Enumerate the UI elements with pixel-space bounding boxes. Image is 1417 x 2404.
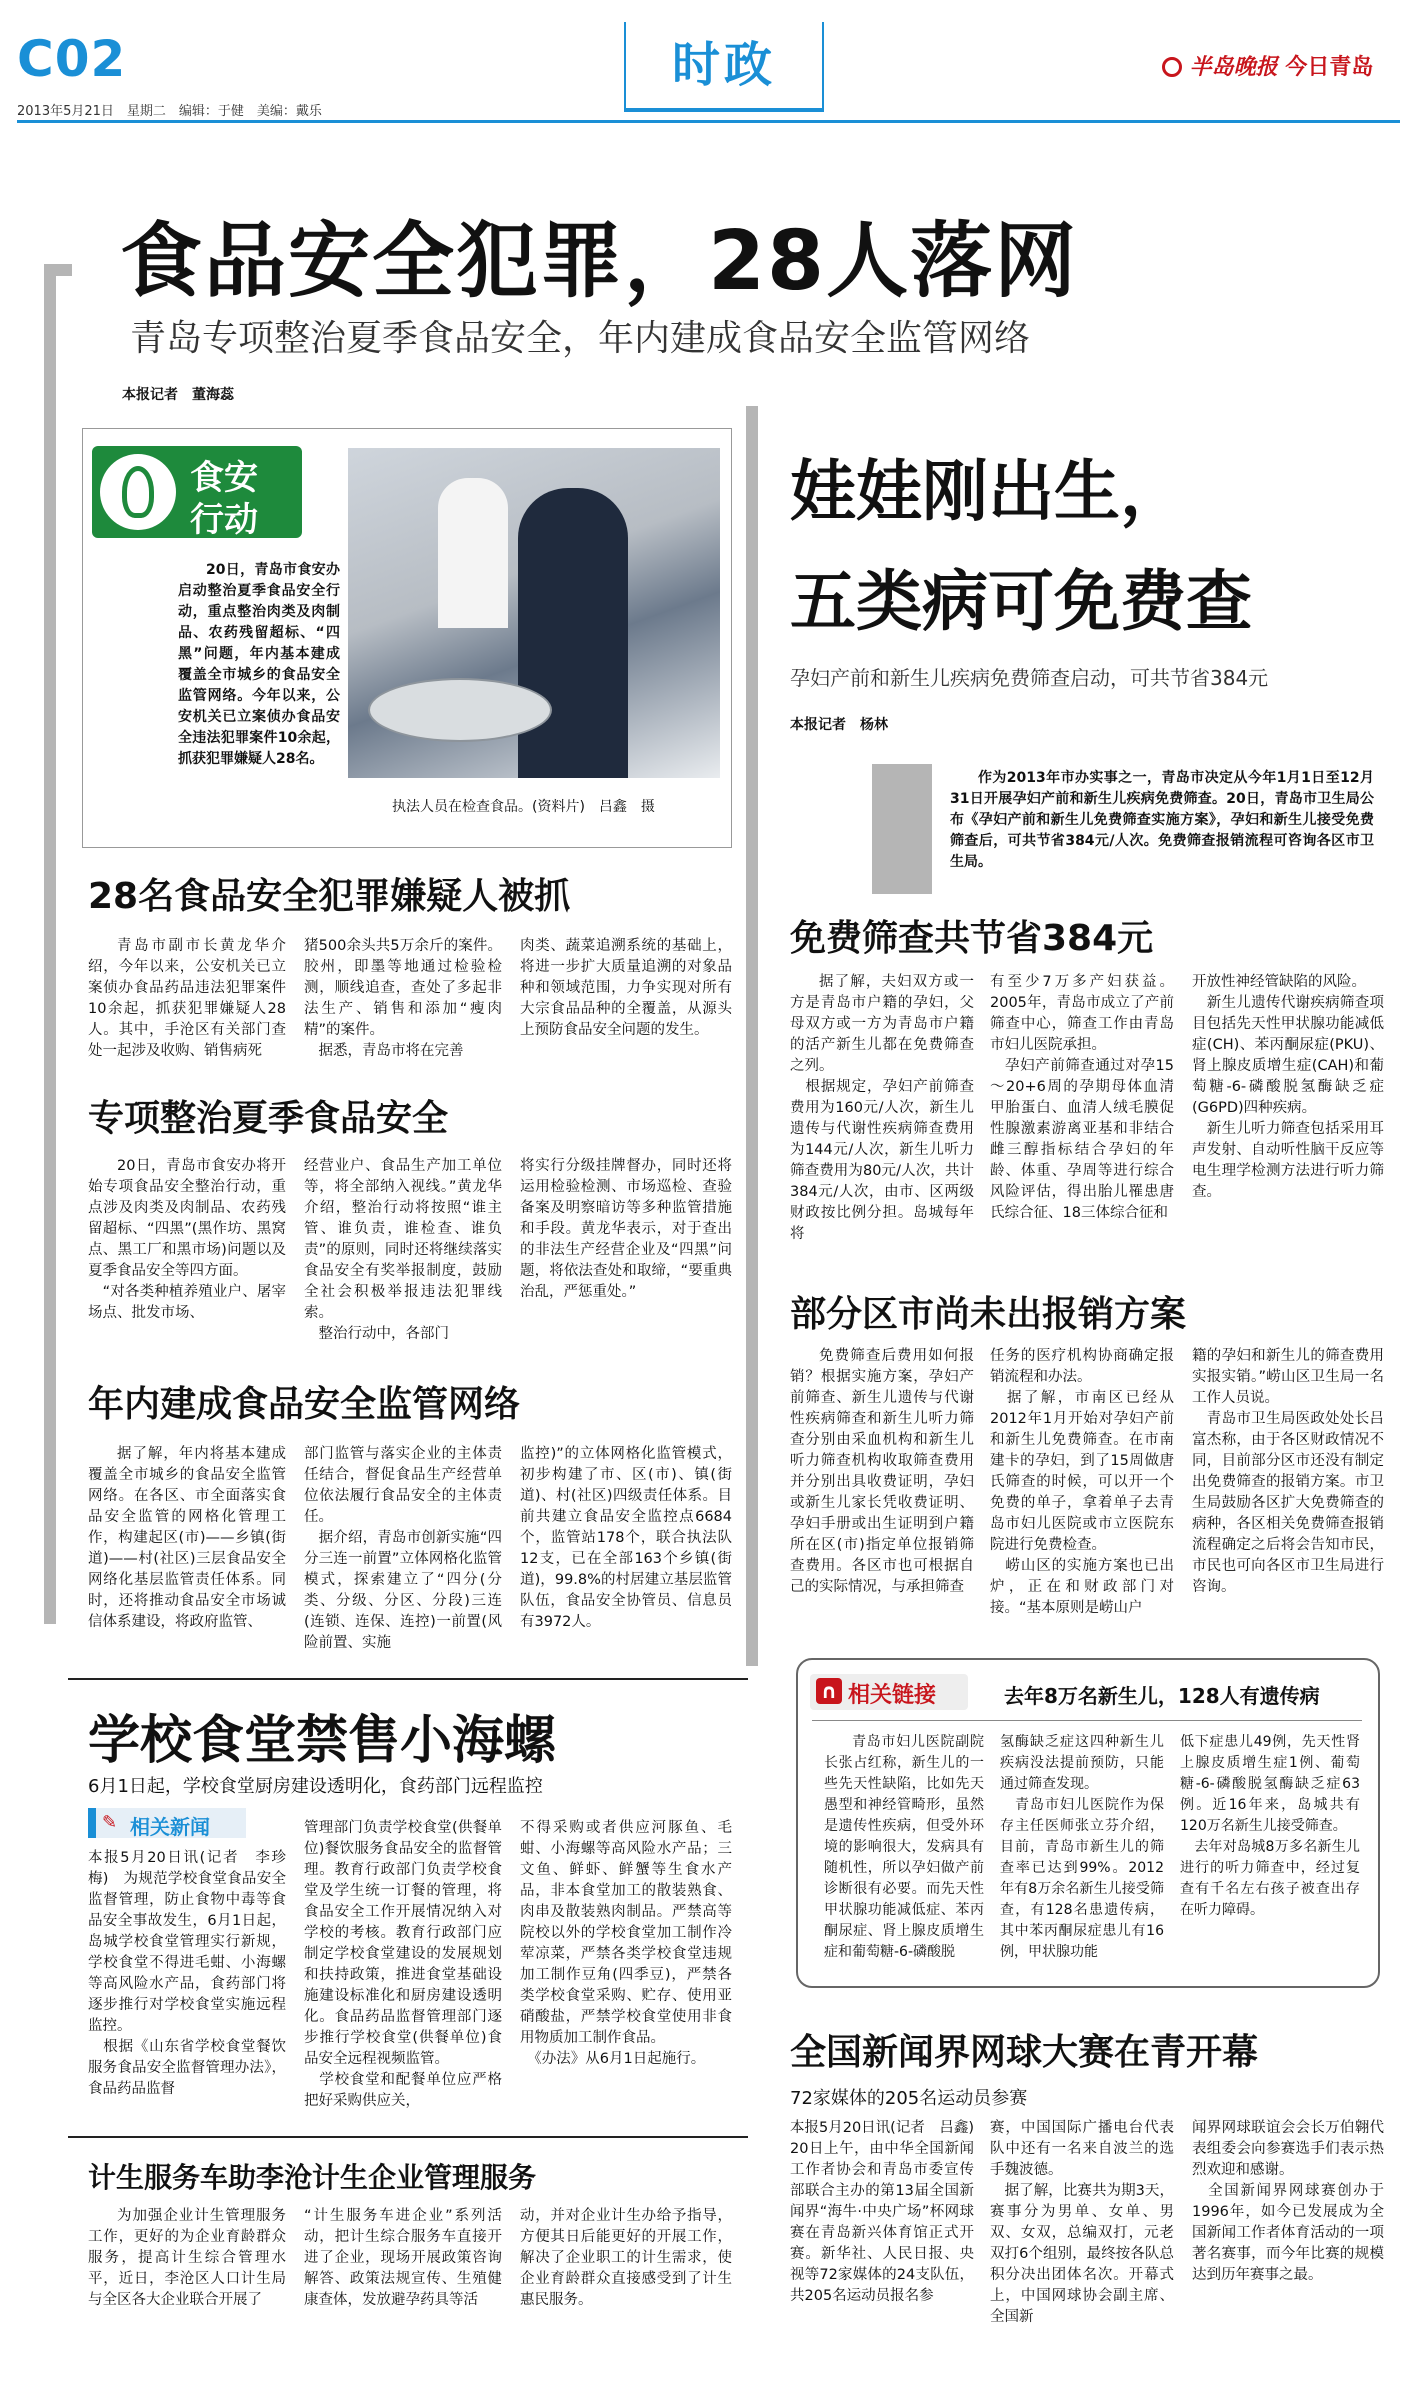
sec3-col3: 监控)”的立体网格化监管模式，初步构建了市、区(市)、镇(街道)、村(社区)四级责任体系。目前共建立食品安全监控点6684个，监管站178个，联合执法队12支，已在全部163个乡镇(街道)，99.8%的村居建立基层监管队伍，食品安全协管员、信息员有3972人。 xyxy=(520,1446,732,1630)
tennis-subtitle: 72家媒体的205名运动员参赛 xyxy=(790,2088,1028,2109)
page-code: C02 xyxy=(17,30,127,88)
baby-sec1-col1: 据了解，夫妇双方或一方是青岛市户籍的孕妇，父母双方或一方为青岛市户籍的活产新生儿都在免费筛查之列。 根据规定，孕妇产前筛查费用为160元/人次，新生儿遗传与代谢性疾病筛查费用为144元/人次，新生儿听力筛查费用为80元/人次，共计384元/人次，由市、区两级财政按比例分担。岛城每年将 xyxy=(790,974,974,1242)
baby-sec1-col2: 有至少7万多产妇获益。2005年，青岛市成立了产前筛查中心，筛查工作由青岛市妇儿医院承担。 孕妇产前筛查通过对孕15～20+6周的孕期母体血清甲胎蛋白、血清人绒毛膜促性腺激素游离亚基和非结合雌三醇指标结合孕妇的年龄、体重、孕周等进行综合风险评估，得出胎儿罹患唐氏综合征、18三体综合征和 xyxy=(990,974,1174,1221)
related-link-tag xyxy=(810,1674,968,1710)
main-headline: 食品安全犯罪，28人落网 xyxy=(120,214,1079,309)
school-col2: 管理部门负责学校食堂(供餐单位)餐饮服务食品安全的监督管理。教育行政部门负责学校食堂及学生统一订餐的管理，将食品安全工作开展情况纳入对学校的考核。教育行政部门应制定学校食堂建设的发展规划和扶持政策，推进食堂基础设施建设标准化和厨房建设透明化。食品药品监督管理部门逐步推行学校食堂(供餐单位)食品安全远程视频监管。 学校食堂和配餐单位应严格把好采购供应关， xyxy=(304,1820,502,2109)
related-link-label: 相关链接 xyxy=(848,1683,937,1708)
header-rule xyxy=(17,120,1400,123)
tennis-col1: 本报5月20日讯(记者 吕鑫) 20日上午，由中华全国新闻工作者协会和青岛市委宣传部联合主办的第13届全国新闻界“海牛·中央广场”杯网球赛在青岛新兴体育馆正式开赛。新华社、人民日报、央视等72家媒体的24支队伍，共205名运动员报名参 xyxy=(790,2120,989,2304)
sec3-col2: 部门监管与落实企业的主体责任结合，督促食品生产经营单位依法履行食品安全的主体责任。 据介绍，青岛市创新实施“四分三连一前置”立体网格化监管模式，探索建立了“四分(分类、分级、分区、分段)三连(连锁、连保、连控)一前置(风险前置、实施 xyxy=(304,1446,502,1651)
sec2-title: 专项整治夏季食品安全 xyxy=(88,1098,449,1139)
jisheng-top-rule xyxy=(68,2136,748,2138)
baby-title-1: 娃娃刚出生， xyxy=(790,453,1186,530)
related-news-label: 相关新闻 xyxy=(130,1815,210,1839)
steel-bowl xyxy=(368,678,552,742)
baby-sec1-title: 免费筛查共节省384元 xyxy=(790,918,1154,959)
food-photo xyxy=(348,448,720,778)
related-rule xyxy=(812,1720,1362,1721)
baby-byline: 本报记者 杨林 xyxy=(790,717,888,733)
baby-lead: 作为2013年市办实事之一，青岛市决定从今年1月1日至12月31日开展孕妇产前和新生儿疾病免费筛查。20日，青岛市卫生局公布《孕妇产前和新生儿免费筛查实施方案》，孕妇和新生儿接受免费筛查后，可共节省384元/人次。免费筛查报销流程可咨询各区市卫生局。 xyxy=(950,770,1374,870)
related-col2: 氢酶缺乏症这四种新生儿疾病没法提前预防，只能通过筛查发现。 青岛市妇儿医院作为保存主任医师张立芬介绍，目前，青岛市新生儿的筛查率已达到99%。2012年有8万余名新生儿接受筛查，有128名患遗传病，其中苯丙酮尿症患儿有16例，甲状腺功能 xyxy=(1000,1734,1164,1960)
school-subtitle: 6月1日起，学校食堂厨房建设透明化，食药部门远程监控 xyxy=(88,1776,543,1797)
school-col3: 不得采购或者供应河豚鱼、毛蚶、小海螺等高风险水产品；三文鱼、鲜虾、鲜蟹等生食水产品，非本食堂加工的散装熟食、肉串及散装熟肉制品。严禁高等院校以外的学校食堂加工制作冷荤凉菜，严禁各类学校食堂违规加工制作豆角(四季豆)，严禁各类学校食堂采购、贮存、使用亚硝酸盐，严禁学校食堂使用非食用物质加工制作食品。 《办法》从6月1日起施行。 xyxy=(520,1820,732,2067)
photo-caption: 执法人员在检查食品。(资料片) 吕鑫 摄 xyxy=(392,799,655,815)
brand xyxy=(1162,50,1373,81)
school-top-rule xyxy=(68,1678,748,1680)
baby-sec1-col3: 开放性神经管缺陷的风险。 新生儿遗传代谢疾病筛查项目包括先天性甲状腺功能减低症(CH)、苯丙酮尿症(PKU)、肾上腺皮质增生症(CAH)和葡萄糖-6-磷酸脱氢酶缺乏症(G6PD)四种疾病。 新生儿听力筛查包括采用耳声发射、自动听性脑干反应等电生理学检测方法进行听力筛查。 xyxy=(1192,974,1384,1200)
sec2-col3: 将实行分级挂牌督办，同时还将运用检验检测、市场巡检、查验备案及明察暗访等多种监管措施和手段。黄龙华表示，对于查出的非法生产经营企业及“四黑”问题，将依法查处和取缔，“要重典治乱，严惩重处。” xyxy=(520,1158,732,1300)
sec1-col3: 肉类、蔬菜追溯系统的基础上，将进一步扩大质量追溯的对象品种和领域范围，力争实现对所有大宗食品品种的全覆盖，从源头上预防食品安全问题的发生。 xyxy=(520,938,732,1038)
brand-logo-text: 半岛晚报 xyxy=(1189,54,1278,80)
brand-logo-icon xyxy=(1162,57,1182,77)
school-col1: 本报5月20日讯(记者 李珍梅) 为规范学校食堂食品安全监督管理，防止食物中毒等食品安全事故发生，6月1日起，岛城学校食堂管理实行新规，学校食堂不得进毛蚶、小海螺等高风险水产品，食药部门将逐步推行对学校食堂实施远程监控。 根据《山东省学校食堂餐饮服务食品安全监督管理办法》，食品药品监督 xyxy=(88,1850,286,2097)
sec3-title: 年内建成食品安全监管网络 xyxy=(88,1384,521,1425)
sec1-title: 28名食品安全犯罪嫌疑人被抓 xyxy=(88,876,571,917)
sec2-col1: 20日，青岛市食安办将开始专项食品安全整治行动，重点涉及肉类及肉制品、农药残留超标、“四黑”(黑作坊、黑窝点、黑工厂和黑市场)问题以及夏季食品安全等四方面。 “对各类种植养殖业户、屠宰场点、批发市场、 xyxy=(88,1158,286,1321)
school-title: 学校食堂禁售小海螺 xyxy=(88,1711,557,1771)
baby-sec2-col2: 任务的医疗机构协商确定报销流程和办法。 据了解，市南区已经从2012年1月开始对孕妇产前和新生儿免费筛查。在市南建卡的孕妇，到了15周做唐氏筛查的时候，可以开一个免费的单子，拿着单子去青岛市妇儿医院或市立医院东院进行免费检查。 崂山区的实施方案也已出炉，正在和财政部门对接。“基本原则是崂山户 xyxy=(990,1348,1174,1616)
sec1-col1: 青岛市副市长黄龙华介绍，今年以来，公安机关已立案侦办食品药品违法犯罪案件10余起，抓获犯罪嫌疑人28人。其中，手沧区有关部门查处一起涉及收购、销售病死 xyxy=(88,938,286,1059)
sec2-col2: 经营业户、食品生产加工单位等，将全部纳入视线。”黄龙华介绍，整治行动将按照“谁主管、谁负责，谁检查、谁负责”的原则，同时还将继续落实食品安全有奖举报制度，鼓励全社会积极举报违法犯罪线索。 整治行动中，各部门 xyxy=(304,1158,502,1342)
badge-text-2: 行动 xyxy=(190,500,258,540)
badge-text-1: 食安 xyxy=(190,458,258,498)
related-col1: 青岛市妇儿医院副院长张占红称，新生儿的一些先天性缺陷，比如先天愚型和神经管畸形，虽然是遗传性疾病，但受外环境的影响很大，发病具有随机性，所以孕妇做产前诊断很有必要。而先天性甲状腺功能减低症、苯丙酮尿症、肾上腺皮质增生症和葡萄糖-6-磷酸脱 xyxy=(824,1734,984,1960)
tennis-col2: 赛，中国国际广播电台代表队中还有一名来自波兰的选手魏波德。 据了解，比赛共为期3天，赛事分为男单、女单、男双、女双，总编双打，元老双打6个组别，最终按各队总积分决出团体名次。开幕式上，中国网球协会副主席、全国新 xyxy=(990,2120,1174,2325)
food-safety-badge xyxy=(92,446,302,538)
jisheng-col2: “计生服务车进企业”系列活动，把计生综合服务车直接开进了企业，现场开展政策咨询解答、政策法规宣传、生殖健康查体，发放避孕药具等活 xyxy=(304,2208,502,2308)
main-byline: 本报记者 董海蕊 xyxy=(122,387,234,403)
baby-sec2-col1: 免费筛查后费用如何报销？根据实施方案，孕妇产前筛查、新生儿遗传与代谢性疾病筛查和新生儿听力筛查分别由采血机构和新生儿听力筛查机构收取筛查费用并分别出具收费证明，孕妇或新生儿家长凭收费证明、孕妇手册或出生证明到户籍所在区(市)指定单位报销筛查费用。各区市也可根据自己的实际情况，与承担筛查 xyxy=(790,1348,974,1595)
pencil-icon: ✎ xyxy=(102,1812,118,1833)
date-line: 2013年5月21日 星期二 编辑：于健 美编：戴乐 xyxy=(17,104,322,119)
section-tab xyxy=(624,22,824,112)
section-title: 时政 xyxy=(671,37,776,93)
jisheng-title: 计生服务车助李沧计生企业管理服务 xyxy=(88,2161,537,2194)
column-divider xyxy=(746,406,758,1666)
main-bracket-left xyxy=(44,264,56,1624)
jisheng-col1: 为加强企业计生管理服务工作，更好的为企业育龄群众服务，提高计生综合管理水平，近日，李沧区人口计生局与全区各大企业联合开展了 xyxy=(88,2208,286,2308)
baby-lead-bar xyxy=(872,764,932,894)
main-lead: 20日，青岛市食安办启动整治夏季食品安全行动，重点整治肉类及肉制品、农药残留超标、“四黑”问题，年内基本建成覆盖全市城乡的食品安全监管网络。今年以来，公安机关已立案侦办食品安全违法犯罪案件10余起，抓获犯罪嫌疑人28名。 xyxy=(178,562,340,767)
baby-subtitle: 孕妇产前和新生儿疾病免费筛查启动，可共节省384元 xyxy=(790,666,1269,690)
sec3-col1: 据了解，年内将基本建成覆盖全市城乡的食品安全监管网络。在各区、市全面落实食品安全监管的网格化管理工作，构建起区(市)——乡镇(街道)——村(社区)三层食品安全网络化基层监管责任体系。同时，还将推动食品安全市场诚信体系建设，将政府监管、 xyxy=(88,1446,286,1630)
tennis-col3: 闻界网球联谊会会长万伯翱代表组委会向参赛选手们表示热烈欢迎和感谢。 全国新闻界网球赛创办于1996年，如今已发展成为全国新闻工作者体育活动的一项著名赛事，而今年比赛的规模达到历年赛事之最。 xyxy=(1192,2120,1384,2283)
brand-title: 今日青岛 xyxy=(1285,55,1374,80)
main-subhead: 青岛专项整治夏季食品安全，年内建成食品安全监管网络 xyxy=(130,318,1031,359)
baby-title-2: 五类病可免费查 xyxy=(790,563,1252,640)
tennis-title: 全国新闻界网球大赛在青开幕 xyxy=(790,2032,1259,2073)
link-icon: ∩ xyxy=(816,1678,842,1704)
related-col3: 低下症患儿49例，先天性肾上腺皮质增生症1例、葡萄糖-6-磷酸脱氢酶缺乏症63例。近16年来，岛城共有120万名新生儿接受筛查。 去年对岛城8万多名新生儿进行的听力筛查中，经过复查有千名左右孩子被查出存在听力障碍。 xyxy=(1180,1734,1360,1918)
baby-sec2-col3: 籍的孕妇和新生儿的筛查费用实报实销。”崂山区卫生局一名工作人员说。 青岛市卫生局医政处处长吕富杰称，由于各区财政情况不同，目前部分区市还没有制定出免费筛查的报销方案。市卫生局鼓励各区扩大免费筛查的病种，各区相关免费筛查报销流程确定之后将会告知市民，市民也可向各区市卫生局进行咨询。 xyxy=(1192,1348,1384,1595)
jisheng-col3: 动，并对企业计生办给予指导，方便其日后能更好的开展工作，解决了企业职工的计生需求，使企业育龄群众直接感受到了计生惠民服务。 xyxy=(520,2208,732,2308)
related-title: 去年8万名新生儿，128人有遗传病 xyxy=(1004,1684,1320,1708)
related-news-tag xyxy=(88,1808,246,1838)
chef-figure xyxy=(438,478,508,628)
officer-figure xyxy=(518,488,628,778)
sec1-col2: 猪500余头共5万余斤的案件。胶州，即墨等地通过检验检测，顺线追查，查处了多起非法生产、销售和添加“瘦肉精”的案件。 据悉，青岛市将在完善 xyxy=(304,938,502,1059)
badge-icon xyxy=(100,454,176,530)
baby-sec2-title: 部分区市尚未出报销方案 xyxy=(790,1294,1187,1335)
